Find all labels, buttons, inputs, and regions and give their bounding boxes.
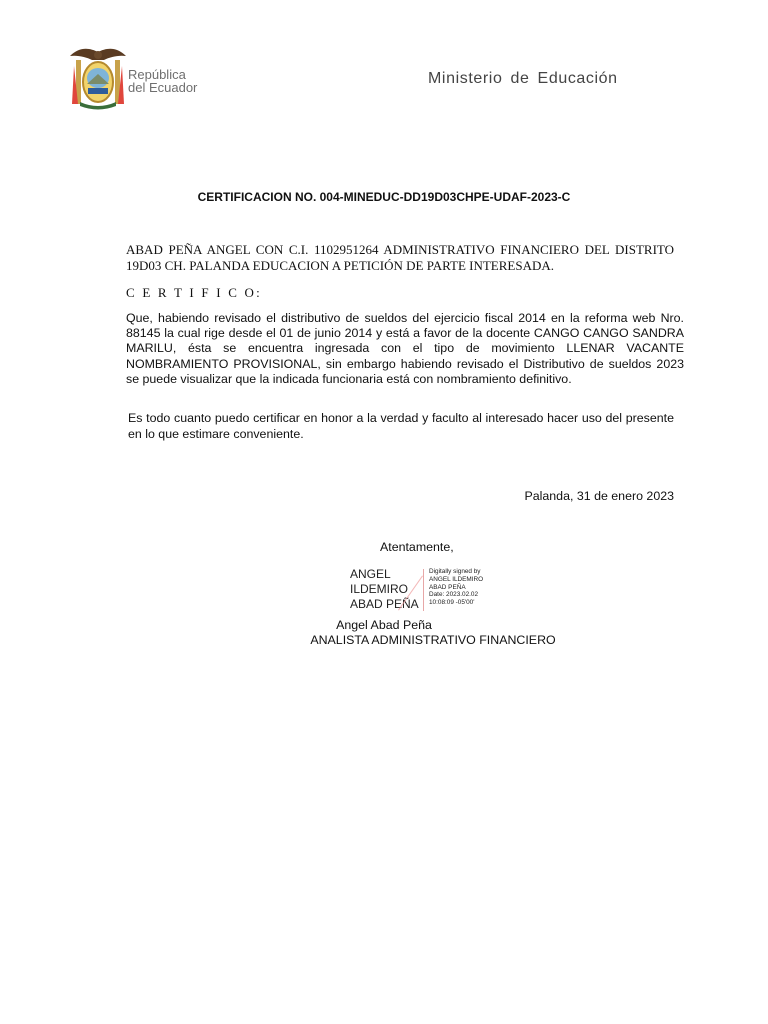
signature-name — [350, 567, 419, 612]
intro-paragraph: ABAD PEÑA ANGEL CON C.I. 1102951264 ADMINISTRATIVO FINANCIERO DEL DISTRITO 19D03 CH. PALANDA EDUCACION A PETICIÓN DE PARTE INTERESADA. — [126, 242, 674, 273]
signature-name-line-1: ANGEL — [350, 567, 391, 581]
signature-name-line-2: ILDEMIRO — [350, 582, 409, 596]
signature-meta-1: Digitally signed by — [429, 568, 481, 575]
ministry-name: Ministerio de Educación — [428, 70, 618, 87]
coat-of-arms-icon — [66, 44, 130, 110]
signature-divider — [423, 569, 424, 611]
signature-metadata — [429, 568, 483, 607]
signer-role: ANALISTA ADMINISTRATIVO FINANCIERO — [310, 633, 556, 647]
certification-title: CERTIFICACION NO. 004-MINEDUC-DD19D03CHPE-UDAF-2023-C — [197, 190, 571, 204]
certifico-heading: C E R T I F I C O: — [126, 285, 262, 300]
signer-name: Angel Abad Peña — [336, 618, 432, 632]
signature-meta-3: ABAD PEÑA — [429, 583, 466, 591]
signature-name-line-3: ABAD PEÑA — [350, 597, 419, 611]
salutation: Atentamente, — [380, 540, 454, 554]
place-date: Palanda, 31 de enero 2023 — [524, 489, 674, 503]
body-paragraph: Que, habiendo revisado el distributivo de sueldos del ejercicio fiscal 2014 en la reforma web Nro. 88145 la cual rige desde el 01 de junio 2014 y está a favor de la docente CANGO CANGO SANDRA MARILU, ésta se encuentra ingresada con el tipo de movimiento LLENAR VACANTE NOMBRAMIENTO PROVISIONAL, sin embargo habiendo revisado el Distributivo de sueldos 2023 se puede visualizar que la indicada funcionaria está con nombramiento definitivo. — [126, 311, 684, 386]
signature-meta-2: ANGEL ILDEMIRO — [429, 575, 484, 583]
signature-meta-5: 10:08:09 -05'00' — [429, 599, 475, 607]
signature-meta-4: Date: 2023.02.02 — [429, 591, 479, 599]
logo-line-2: del Ecuador — [128, 80, 198, 95]
logo-line-1: República — [128, 67, 186, 82]
closing-paragraph: Es todo cuanto puedo certificar en honor a la verdad y faculto al interesado hacer uso del presente en lo que estimare conveniente. — [128, 411, 674, 441]
logo-text — [128, 68, 197, 94]
